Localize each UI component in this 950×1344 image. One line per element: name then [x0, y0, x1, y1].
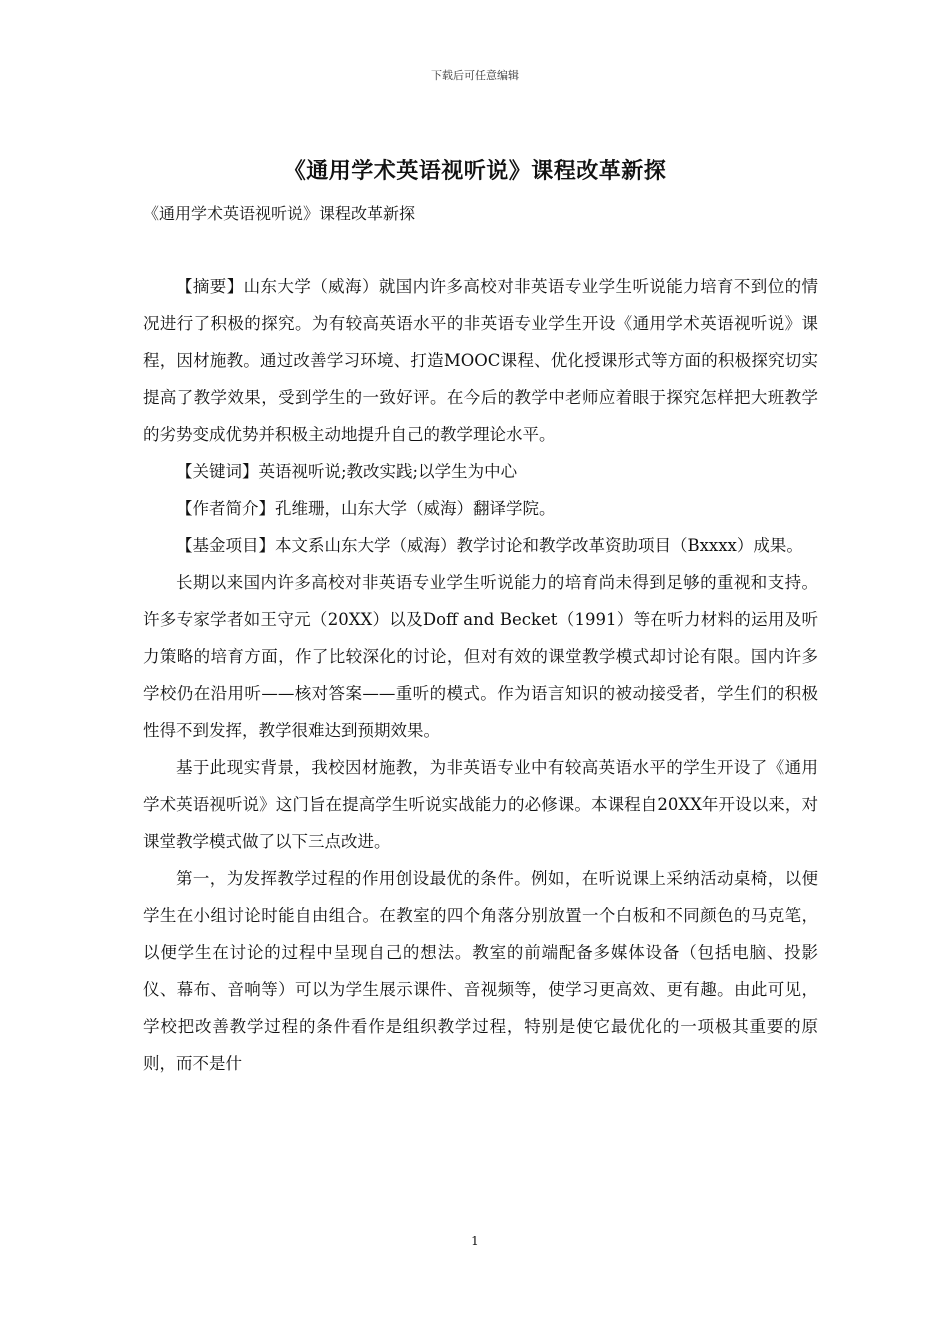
document-subtitle: 《通用学术英语视听说》课程改革新探 — [143, 204, 416, 223]
header-note: 下载后可任意编辑 — [431, 69, 519, 82]
body-paragraph-3: 第一，为发挥教学过程的作用创设最优的条件。例如，在听说课上采纳活动桌椅，以便学生在小组讨论时能自由组合。在教室的四个角落分别放置一个白板和不同颜色的马克笔，以便学生在讨论的过程中呈现自己的想法。教室的前端配备多媒体设备（包括电脑、投影仪、幕布、音响等）可以为学生展示课件、音视频等，使学习更高效、更有趣。由此可见，学校把改善教学过程的条件看作是组织教学过程，特别是使它最优化的一项极其重要的原则，而不是什 — [143, 869, 818, 1073]
author-paragraph: 【作者简介】孔维珊，山东大学（威海）翻译学院。 — [176, 499, 556, 518]
body-paragraph-1: 长期以来国内许多高校对非英语专业学生听说能力的培育尚未得到足够的重视和支持。许多专家学者如王守元（20XX）以及Doff and Becket（1991）等在听力材料的运用及听力策略的培育方面，作了比较深化的讨论，但对有效的课堂教学模式却讨论有限。国内许多学校仍在沿用听——核对答案——重听的模式。作为语言知识的被动接受者，学生们的积极性得不到发挥，教学很难达到预期效果。 — [143, 573, 818, 740]
keywords-paragraph: 【关键词】英语视听说;教改实践;以学生为中心 — [176, 462, 518, 481]
page-number: 1 — [471, 1234, 479, 1248]
body-paragraph-2: 基于此现实背景，我校因材施教，为非英语专业中有较高英语水平的学生开设了《通用学术英语视听说》这门旨在提高学生听说实战能力的必修课。本课程自20XX年开设以来，对课堂教学模式做了以下三点改进。 — [143, 758, 818, 851]
abstract-paragraph: 【摘要】山东大学（威海）就国内许多高校对非英语专业学生听说能力培育不到位的情况进行了积极的探究。为有较高英语水平的非英语专业学生开设《通用学术英语视听说》课程，因材施教。通过改善学习环境、打造MOOC课程、优化授课形式等方面的积极探究切实提高了教学效果，受到学生的一致好评。在今后的教学中老师应着眼于探究怎样把大班教学的劣势变成优势并积极主动地提升自己的教学理论水平。 — [143, 277, 818, 444]
document-body — [143, 268, 818, 1082]
document-title: 《通用学术英语视听说》课程改革新探 — [283, 158, 667, 184]
funding-paragraph: 【基金项目】本文系山东大学（威海）教学讨论和教学改革资助项目（Bxxxx）成果。 — [176, 536, 803, 555]
